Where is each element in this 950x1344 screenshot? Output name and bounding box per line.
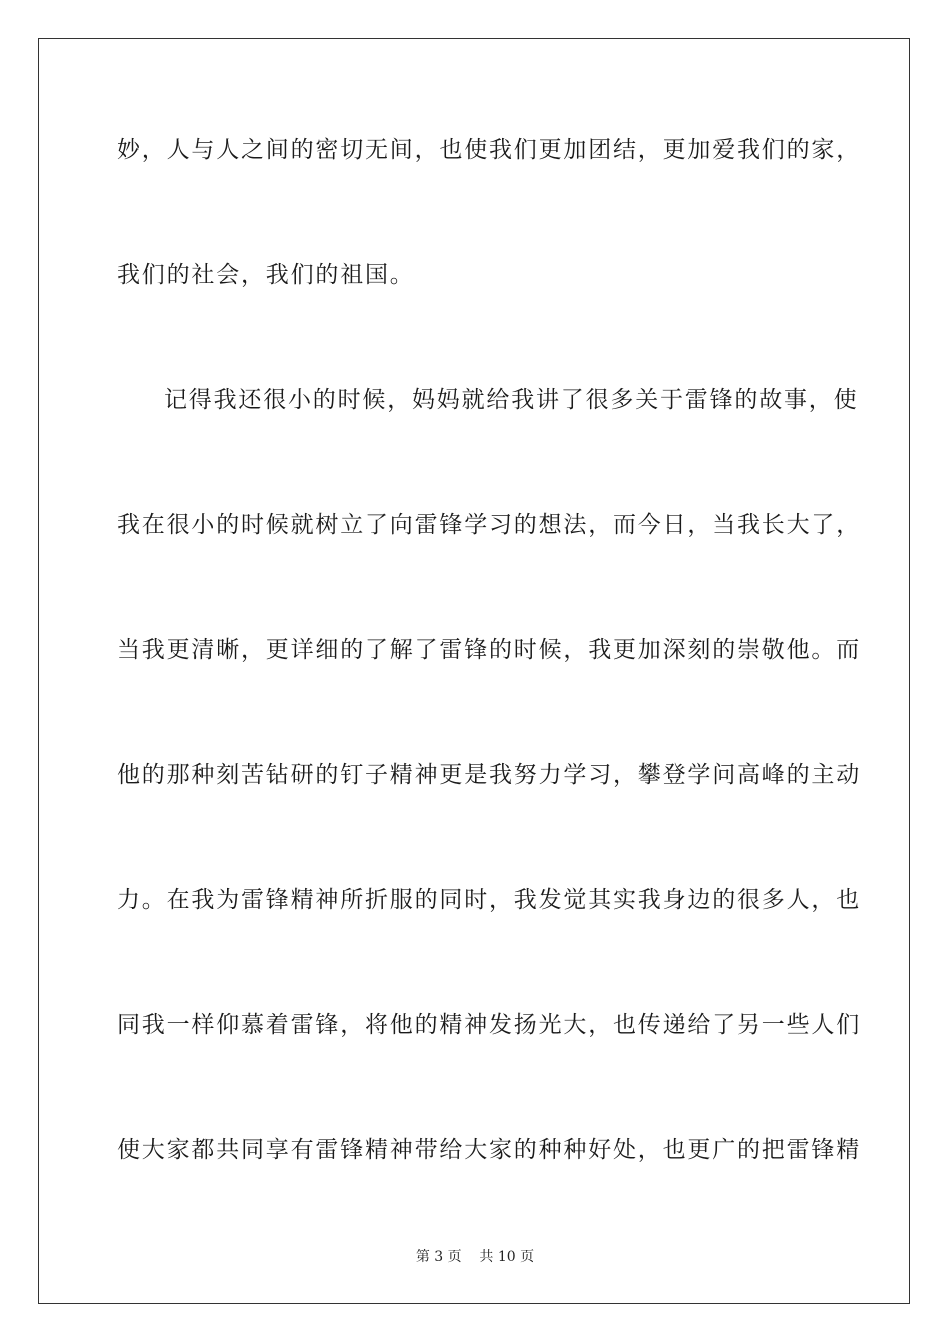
text-line: 力。在我为雷锋精神所折服的同时，我发觉其实我身边的很多人，也 xyxy=(117,887,861,913)
page-border xyxy=(38,38,910,1304)
text-line: 他的那种刻苦钻研的钉子精神更是我努力学习，攀登学问高峰的主动 xyxy=(117,762,861,788)
page-number-footer: 第 3 页 共 10 页 xyxy=(415,1249,535,1265)
text-line: 使大家都共同享有雷锋精神带给大家的种种好处，也更广的把雷锋精 xyxy=(117,1137,861,1163)
text-line: 我们的社会，我们的祖国。 xyxy=(117,262,415,288)
text-line: 同我一样仰慕着雷锋，将他的精神发扬光大，也传递给了另一些人们 xyxy=(117,1012,861,1038)
paragraph-first-line: 记得我还很小的时候，妈妈就给我讲了很多关于雷锋的故事，使 xyxy=(164,387,859,413)
text-line: 妙，人与人之间的密切无间，也使我们更加团结，更加爱我们的家， xyxy=(117,137,861,163)
text-line: 当我更清晰，更详细的了解了雷锋的时候，我更加深刻的崇敬他。而 xyxy=(117,637,861,663)
text-line: 我在很小的时候就树立了向雷锋学习的想法，而今日，当我长大了， xyxy=(117,512,861,538)
